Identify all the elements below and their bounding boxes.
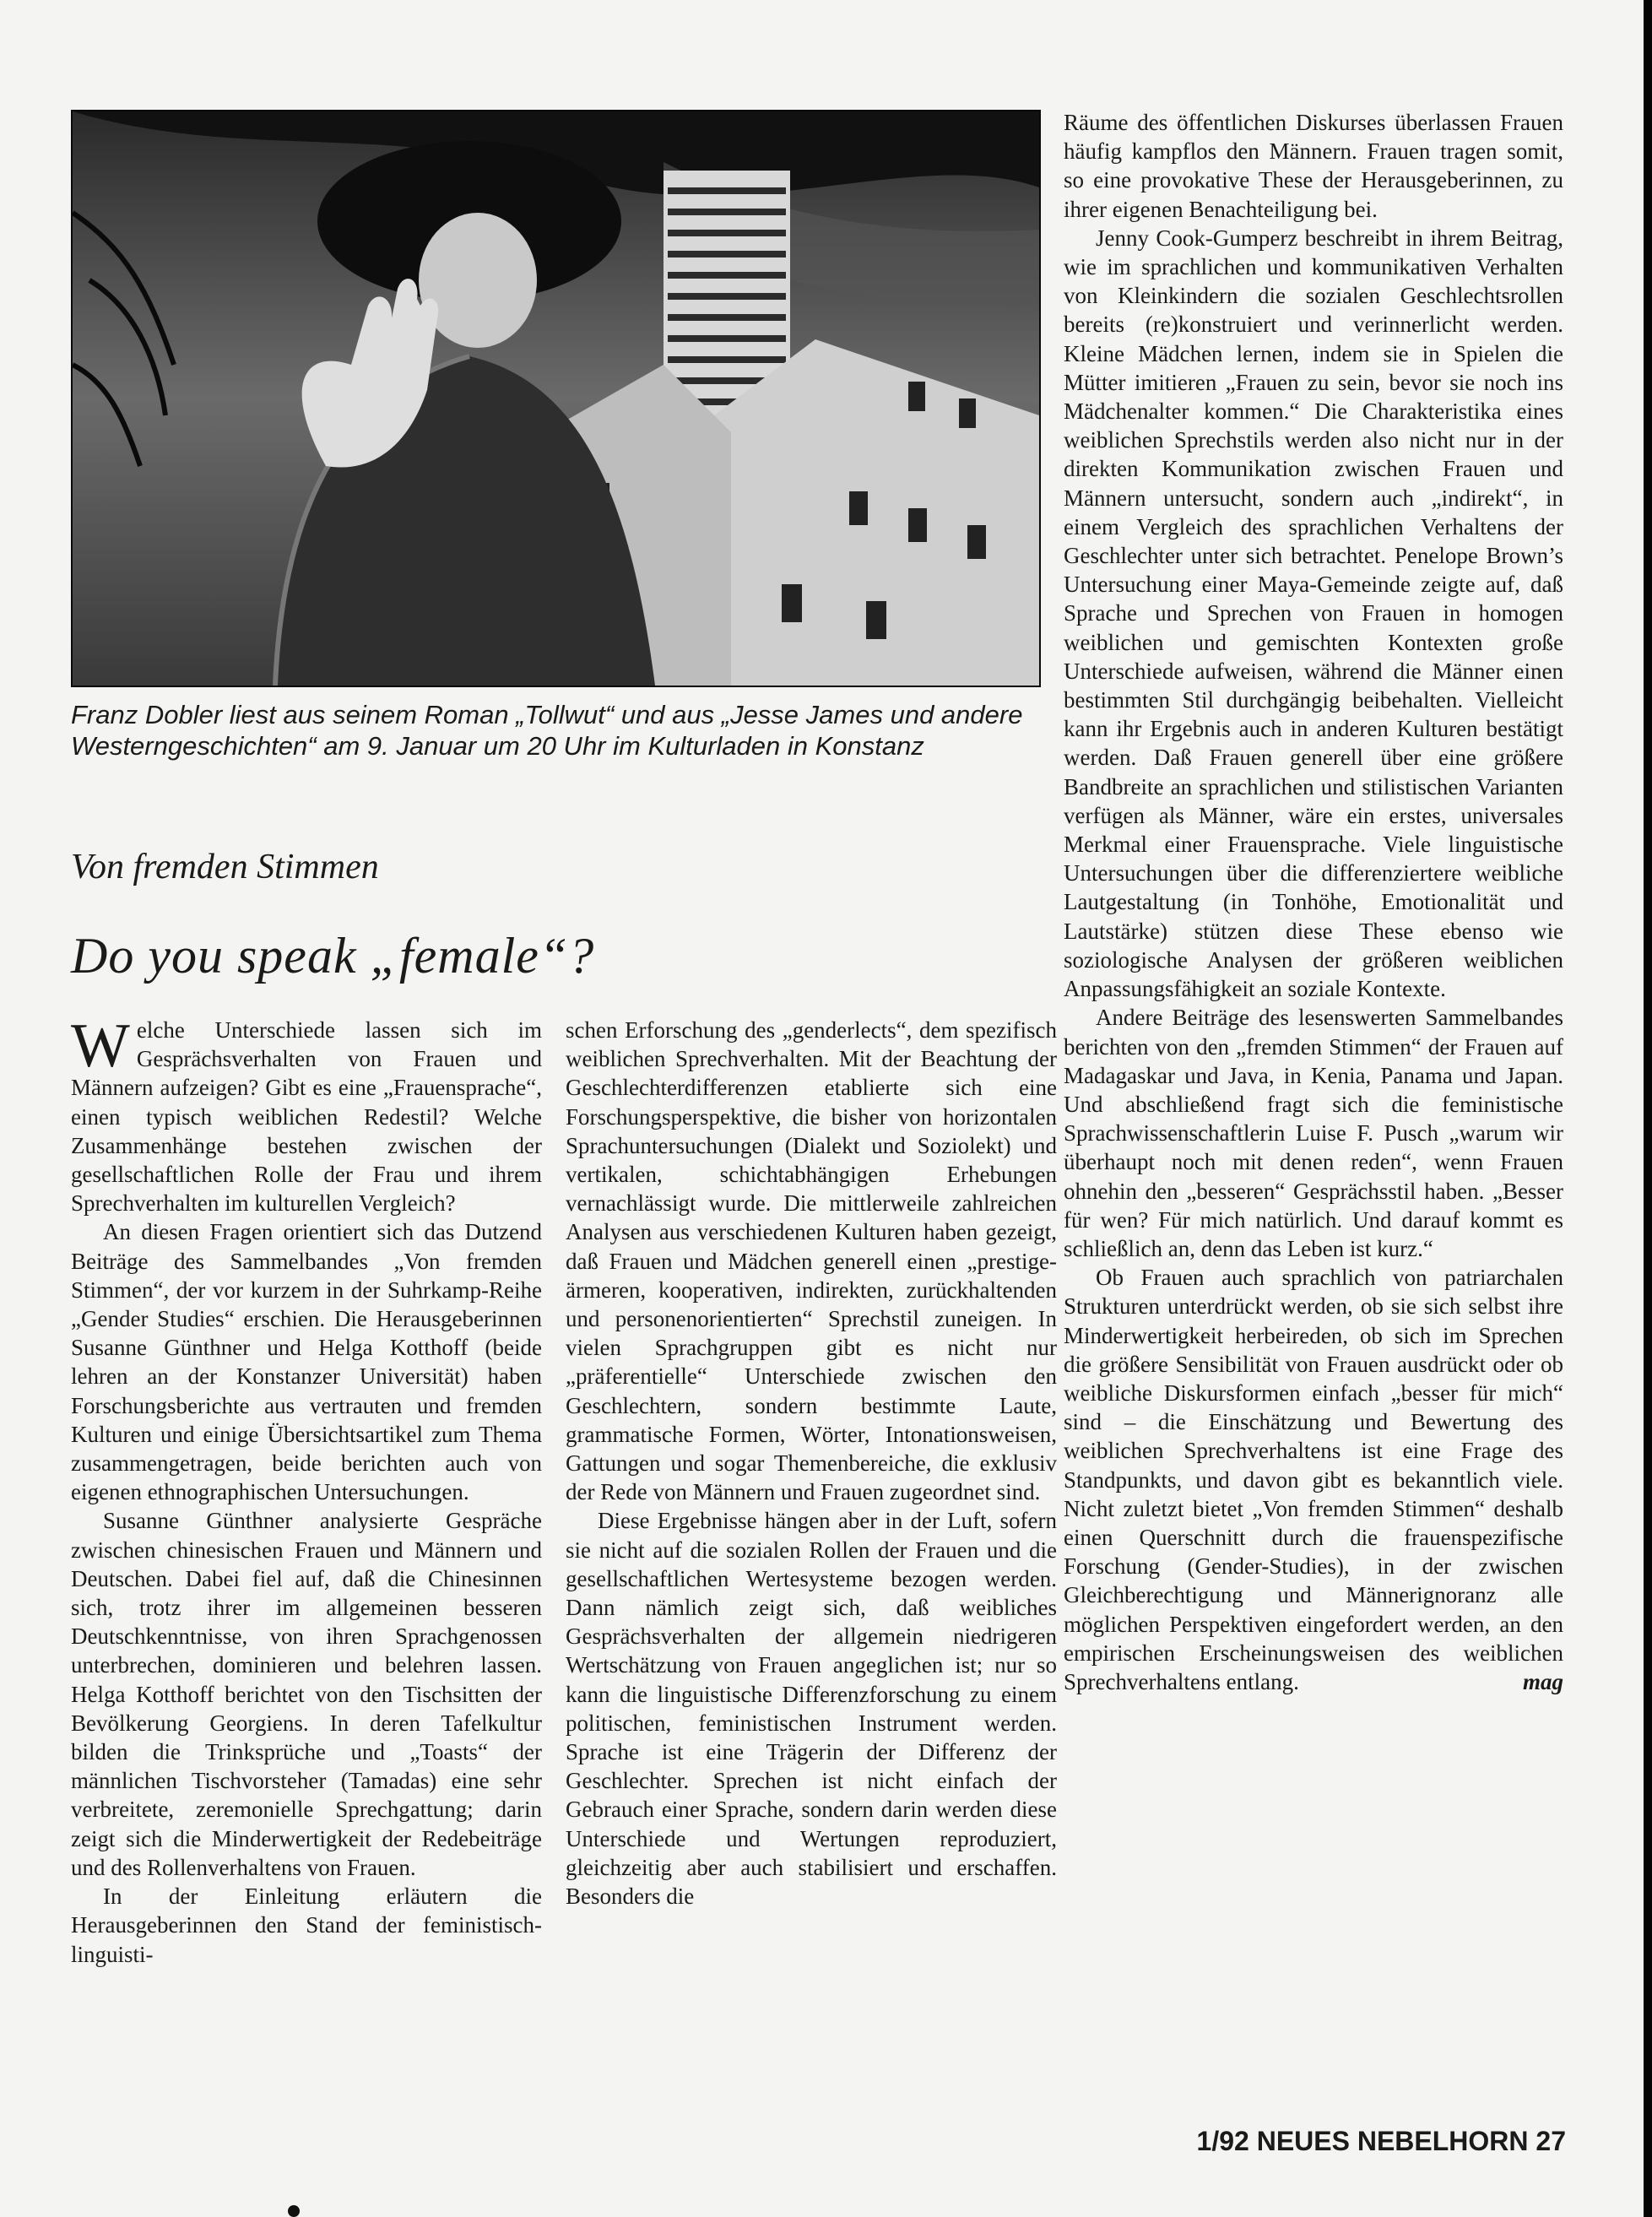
paragraph-text: elche Unterschiede lassen sich im Gesprächsverhalten von Frauen und Männern aufzeigen? Gibt es eine „Frauensprache“, einen typisch weiblichen Redestil? Welche Zusammenhänge bestehen zwischen der gesellschaftlichen Rolle der Frau und ihrem Sprechverhalten im kulturellen Vergleich? [71, 1017, 542, 1217]
page-footer: 1/92 NEUES NEBELHORN 27 [1196, 2126, 1566, 2156]
article-headline: Do you speak „female“? [71, 928, 595, 984]
photo-franz-dobler-icon [73, 111, 1039, 686]
paragraph [71, 1011, 542, 1217]
paragraph: Ob Frauen auch sprachlich von patriarchalen Strukturen unterdrückt werden, ob sie sich selbst ihre Minderwertigkeit herbeireden, ob sich im Sprechen die größere Sensibilität von Frauen ausdrückt oder ob weibliche Diskursformen einfach „besser für mich“ sind – die Einschätzung und Bewertung des weiblichen Sprechverhaltens ist eine Frage des Standpunkts, und davon gibt es bekanntlich viele. Nicht zuletzt bietet „Von fremden Stimmen“ deshalb einen Querschnitt durch die frauenspezifische Forschung (Gender-Studies), in der zwischen Gleichberechtigung und Männerignoranz alle möglichen Perspektiven eingefordert werden, an den empirischen Erscheinungsweisen des weiblichen Sprechverhaltens entlang. [1064, 1265, 1563, 1694]
paragraph: Jenny Cook-Gumperz beschreibt in ihrem Beitrag, wie im sprachlichen und kommunikativen Verhalten von Kleinkindern die sozialen Geschlechtsrollen bereits (re)konstruiert und verinnerlicht werden. Kleine Mädchen lernen, indem sie in Spielen die Mütter imitieren „Frauen zu sein, bevor sie noch ins Mädchenalter kommen.“ Die Charakteristika eines weiblichen Sprechstils werden also nicht nur in der direkten Kommunikation zwischen Frauen und Männern untersucht, sondern auch „indirekt“, in einem Vergleich des sprachlichen Verhaltens der Geschlechter unter sich betrachtet. Penelope Brown’s Untersuchung einer Maya-Gemeinde zeigte auf, daß Sprache und Sprechen von Frauen in homogen weiblichen und gemischten Kontexten große Unterschiede aufweisen, während die Männer einen bestimmten Stil durchgängig beibehalten. Vielleicht kann ihr Ergebnis auch in anderen Kulturen bestätigt werden. Daß Frauen generell über eine größere Bandbreite an sprachlichen und stilistischen Varianten verfügen als Männer, wäre ein erstes, universales Merkmal einer Frauensprache. Viele linguistische Untersuchungen über die differenziertere weibliche Lautgestaltung (in Tonhöhe, Emotionalität und Lautstärke) stützen diese These ebenso wie soziologische Analysen der größeren weiblichen Anpassungsfähigkeit an soziale Kontexte. [1064, 225, 1563, 1002]
article-column-1 [71, 1011, 542, 1969]
article-column-2 [566, 1016, 1057, 1911]
paragraph: Andere Beiträge des lesenswerten Sammelbandes berichten von den „fremden Stimmen“ der Frauen auf Madagaskar und Java, in Kenia, Panama und Japan. Und abschließend fragt sich die feministische Sprachwissenschaftlerin Luise F. Pusch „warum wir überhaupt noch mit denen reden“, wenn Frauen ohnehin den „besseren“ Gesprächsstil haben. „Besser für wen? Für mich natürlich. Und darauf kommt es schließlich an, denn das Leben ist kurz.“ [1064, 1005, 1563, 1261]
photo-caption: Franz Dobler liest aus seinem Roman „Tollwut“ und aus „Jesse James und andere Westerngeschichten“ am 9. Januar um 20 Uhr im Kulturladen in Konstanz [71, 700, 1023, 761]
article-photo [71, 110, 1041, 687]
drop-cap: W [71, 1011, 130, 1081]
paragraph: Susanne Günthner analysierte Gespräche zwischen chinesischen Frauen und Männern und Deutschen. Dabei fiel auf, daß die Chinesinnen sich, trotz ihrer im allgemeinen besseren Deutschkenntnisse, von ihren Sprachgenossen unterbrechen, dominieren und belehren lassen. Helga Kotthoff berichtet von den Tischsitten der Bevölkerung Georgiens. In deren Tafelkultur bilden die Trinksprüche und „Toasts“ der männlichen Tischvorsteher (Tamadas) eine sehr verbreitete, zeremonielle Sprechgattung; darin zeigt sich die Minderwertigkeit der Redebeiträge und des Rollenverhaltens von Frauen. [71, 1508, 542, 1880]
scan-edge [1644, 0, 1652, 2217]
paragraph: Räume des öffentlichen Diskurses überlassen Frauen häufig kampflos den Männern. Frauen tragen somit, so eine provokative These der Herausgeberinnen, zu ihrer eigenen Benachteiligung bei. [1064, 110, 1563, 222]
article-column-3 [1064, 108, 1563, 1696]
article-kicker: Von fremden Stimmen [71, 848, 379, 886]
paragraph: Diese Ergebnisse hängen aber in der Luft, sofern sie nicht auf die sozialen Rollen der Frauen und die gesellschaftlichen Wertesysteme bezogen werden. Dann nämlich zeigt sich, daß weibliches Gesprächsverhalten der allgemein niedrigeren Wertschätzung von Frauen angeglichen ist; nur so kann die linguistische Differenzforschung zu einem politischen, feministischen Instrument werden. Sprache ist eine Trägerin der Differenz der Geschlechter. Sprechen ist nicht einfach der Gebrauch einer Sprache, sondern darin werden diese Unterschiede und Wertungen reproduziert, gleichzeitig aber auch stabilisiert und erschaffen. Besonders die [566, 1508, 1057, 1910]
paragraph: In der Einleitung erläutern die Herausgeberinnen den Stand der feministisch-linguisti- [71, 1884, 542, 1967]
paragraph: An diesen Fragen orientiert sich das Dutzend Beiträge des Sammelbandes „Von fremden Stimmen“, der vor kurzem in der Suhrkamp-Reihe „Gender Studies“ erschien. Die Herausgeberinnen Susanne Günthner und Helga Kotthoff (beide lehren an der Konstanzer Universität) haben Forschungsberichte aus vertrauten und fremden Kulturen und einige Übersichtsartikel zum Thema zusammengetragen, beide berichten auch von eigenen ethnographischen Untersuchungen. [71, 1219, 542, 1505]
author-signoff: mag [1522, 1669, 1563, 1695]
paragraph: schen Erforschung des „genderlects“, dem spezifisch weiblichen Sprechverhalten. Mit der Beachtung der Geschlechterdifferenzen etablierte sich eine Forschungsperspektive, die bisher von horizontalen Sprachuntersuchungen (Dialekt und Soziolekt) und vertikalen, schichtabhängigen Erhebungen vernachlässigt wurde. Die mittlerweile zahlreichen Analysen aus verschiedenen Kulturen haben gezeigt, daß Frauen und Mädchen generell einen „prestige-ärmeren, kooperativen, indirekten, zurückhaltenden und personenorientierten“ Sprechstil zuneigen. In vielen Sprachgruppen gibt es nicht nur „präferentielle“ Unterschiede zwischen den Geschlechtern, sondern bestimmte Laute, grammatische Formen, Wörter, Intonationsweisen, Gattungen und sogar Themenbereiche, die exklusiv der Rede von Männern und Frauen zugeordnet sind. [566, 1017, 1057, 1505]
scan-mark [288, 2205, 300, 2217]
